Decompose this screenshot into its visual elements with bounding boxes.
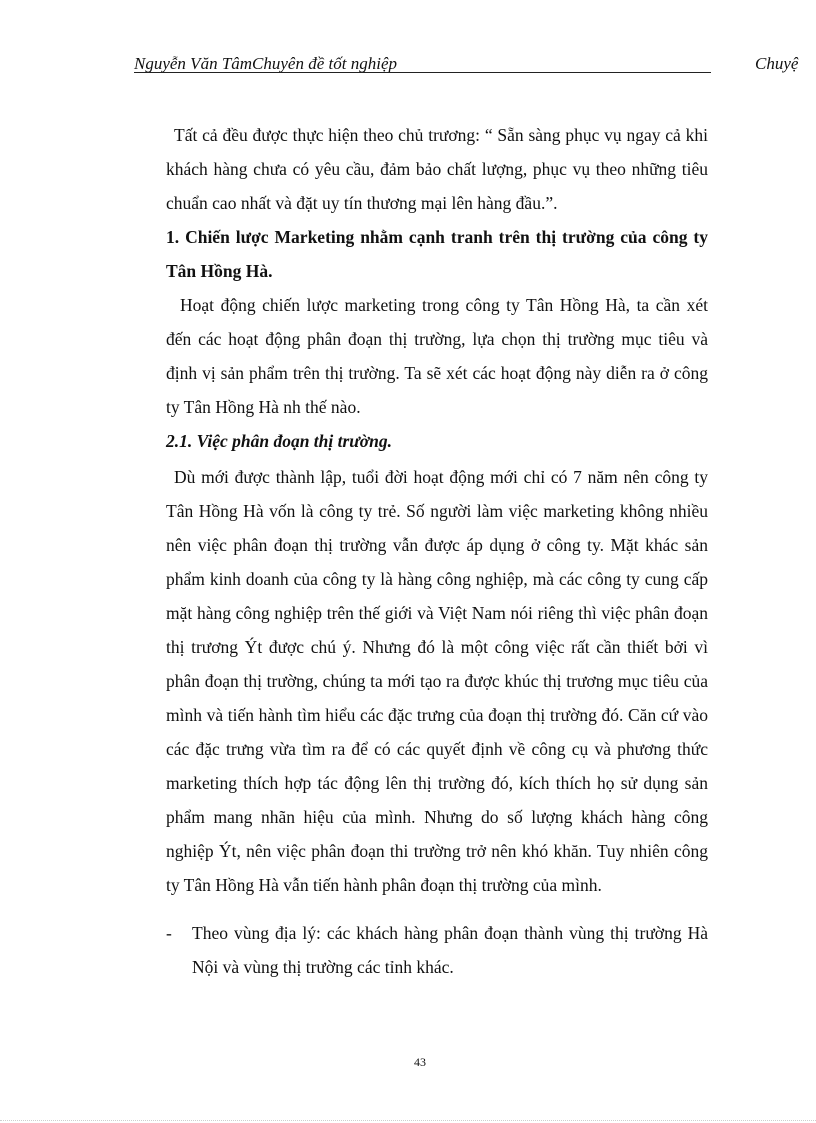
subsection-heading: 2.1. Việc phân đoạn thị trường. — [166, 431, 393, 451]
intro-paragraph: Tất cả đều được thực hiện theo chủ trương: “ Sẵn sàng phục vụ ngay cả khi khách hàng chưa có yêu cầu, đảm bảo chất lượng, phục vụ theo những tiêu chuẩn cao nhất và đặt uy tín thương mại lên hàng đầu.”. — [166, 125, 708, 213]
bullet-text: Theo vùng địa lý: các khách hàng phân đoạn thành vùng thị trường Hà Nội và vùng thị trường các tỉnh khác. — [192, 923, 708, 977]
running-header-left: Nguyễn Văn TâmChuyên đề tốt nghiệp — [134, 54, 397, 73]
running-header-right: Chuyệ — [755, 54, 799, 73]
bullet-dash: - — [166, 923, 172, 943]
subsection-paragraph: Dù mới được thành lập, tuổi đời hoạt động mới chỉ có 7 năm nên công ty Tân Hồng Hà vốn là công ty trẻ. Số người làm việc marketing không nhiều nên việc phân đoạn thị trường vẫn được áp dụng ở công ty. Mặt khác sản phẩm kinh doanh của công ty là hàng công nghiệp, mà các công ty cung cấp mặt hàng công nghiệp trên thế giới và Việt Nam nói riêng thì việc phân đoạn thị trương Ýt được chú ý. Nhưng đó là một công việc rất cần thiết bởi vì phân đoạn thị trường, chúng ta mới tạo ra được khúc thị trương mục tiêu của mình và tiến hành tìm hiểu các đặc trưng của đoạn thị trường đó. Căn cứ vào các đặc trưng vừa tìm ra để có các quyết định về công cụ và phương thức marketing thích hợp tác động lên thị trường đó, kích thích họ sử dụng sản phẩm mang nhãn hiệu của mình. Nhưng do số lượng khách hàng công nghiệp Ýt, nên việc phân đoạn thi trường trở nên khó khăn. Tuy nhiên công ty Tân Hồng Hà vẫn tiến hành phân đoạn thị trường của mình. — [166, 467, 708, 895]
page-bottom-border — [0, 1120, 816, 1121]
document-body — [166, 118, 708, 984]
section-heading: 1. Chiến lược Marketing nhằm cạnh tranh trên thị trường của công ty Tân Hồng Hà. — [166, 227, 708, 281]
page-number: 43 — [414, 1055, 426, 1069]
section-paragraph: Hoạt động chiến lược marketing trong công ty Tân Hồng Hà, ta cần xét đến các hoạt động phân đoạn thị trường, lựa chọn thị trường mục tiêu và định vị sản phẩm trên thị trường. Ta sẽ xét các hoạt động này diễn ra ở công ty Tân Hồng Hà nh thế nào. — [166, 295, 708, 417]
header-rule — [134, 72, 711, 73]
bullet-item — [166, 916, 708, 984]
